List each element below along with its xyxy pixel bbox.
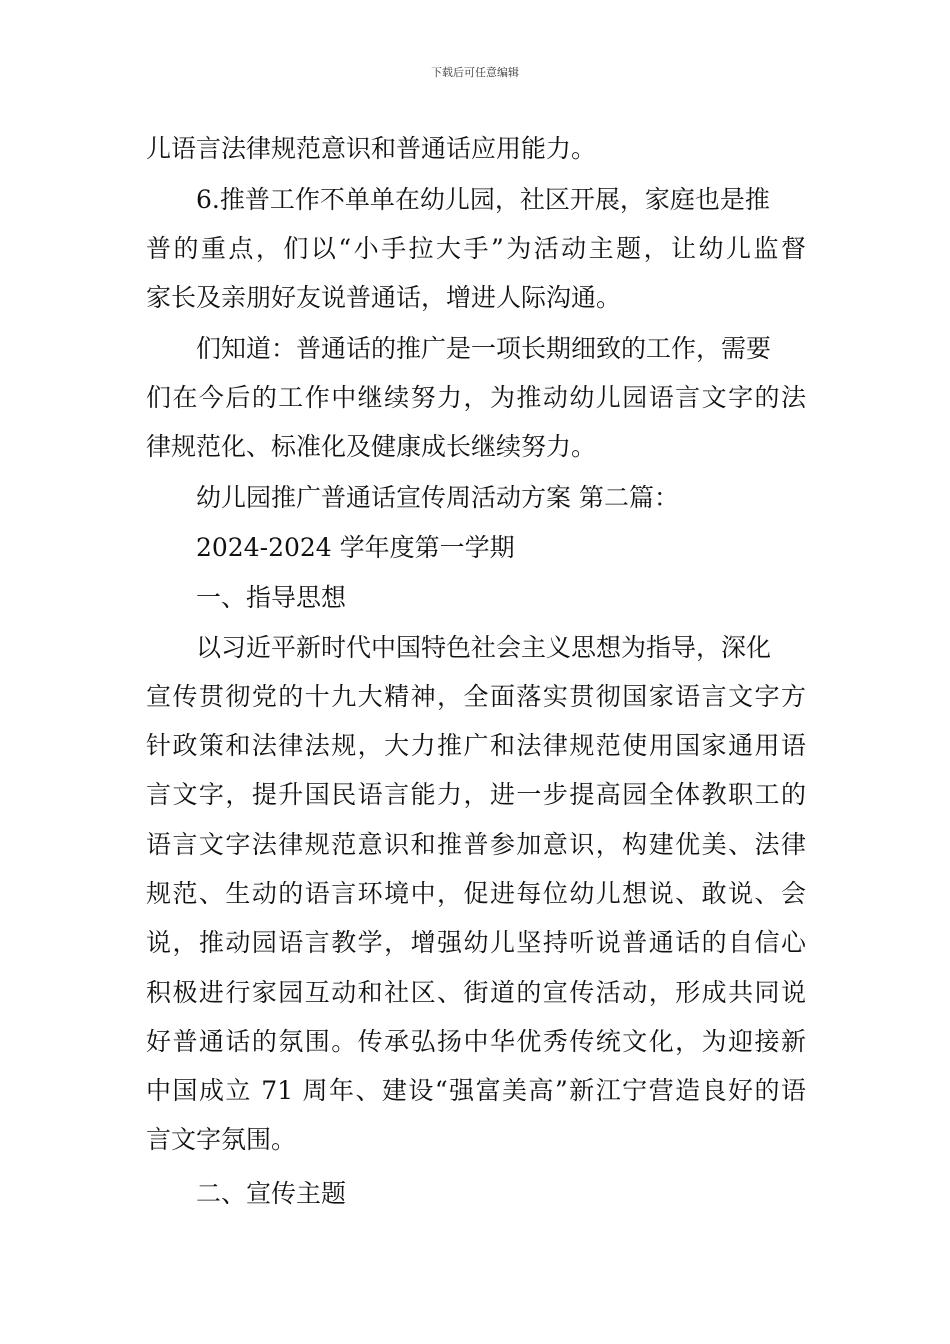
section-heading: 一、指导思想	[196, 583, 347, 612]
term-label: 2024-2024 学年度第一学期	[196, 533, 515, 562]
section-title: 幼儿园推广普通话宣传周活动方案 第二篇：	[196, 483, 679, 512]
text-line: 6.推普工作不单单在幼儿园，社区开展，家庭也是推	[196, 185, 770, 214]
text-line: 家长及亲朋好友说普通话，增进人际沟通。	[146, 283, 622, 312]
text-line: 律规范化、标准化及健康成长继续努力。	[146, 432, 597, 461]
section-heading: 二、宣传主题	[196, 1179, 347, 1208]
text-line: 规范、生动的语言环境中，促进每位幼儿想说、敢说、会	[146, 879, 806, 908]
header-note: 下载后可任意编辑	[431, 66, 519, 79]
text-line: 言文字氛围。	[146, 1125, 297, 1154]
text-line: 们在今后的工作中继续努力，为推动幼儿园语言文字的法	[146, 383, 806, 412]
text-line: 言文字，提升国民语言能力，进一步提高园全体教职工的	[146, 780, 806, 809]
text-line: 宣传贯彻党的十九大精神，全面落实贯彻国家语言文字方	[146, 682, 806, 711]
text-line: 以习近平新时代中国特色社会主义思想为指导，深化	[196, 633, 772, 662]
text-line: 儿语言法律规范意识和普通话应用能力。	[146, 134, 597, 163]
text-line: 说，推动园语言教学，增强幼儿坚持听说普通话的自信心	[146, 928, 806, 957]
text-line: 语言文字法律规范意识和推普参加意识，构建优美、法律	[146, 830, 806, 859]
text-line: 们知道：普通话的推广是一项长期细致的工作，需要	[196, 334, 772, 363]
text-line: 普的重点，们以“小手拉大手”为活动主题，让幼儿监督	[146, 234, 806, 263]
text-line: 针政策和法律法规，大力推广和法律规范使用国家通用语	[146, 731, 806, 760]
text-line: 中国成立 71 周年、建设“强富美高”新江宁营造良好的语	[146, 1076, 806, 1105]
text-line: 好普通话的氛围。传承弘扬中华优秀传统文化，为迎接新	[146, 1027, 806, 1056]
text-line: 积极进行家园互动和社区、街道的宣传活动，形成共同说	[146, 978, 806, 1007]
